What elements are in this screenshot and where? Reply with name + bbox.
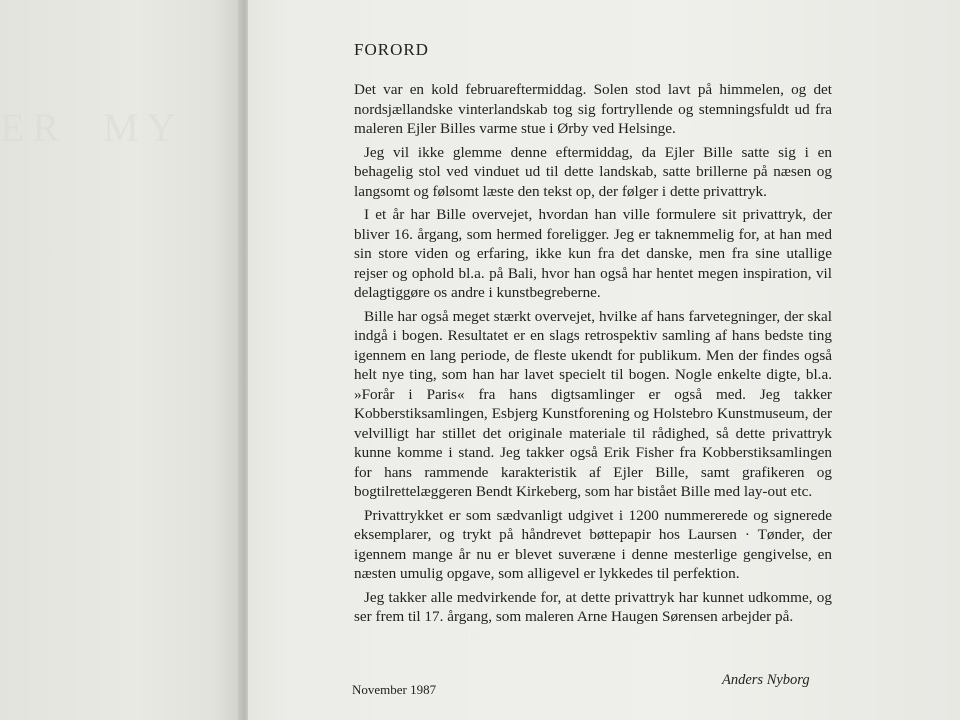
paragraph: Bille har også meget stærkt overvejet, hvilke af hans farvetegninger, der skal indgå i bogen. Resultatet er en slags retrospektiv samling af hans bedste ting igennem en lang periode, de fleste ukendt for publikum. Men der findes også helt nye ting, som han har lavet specielt til bogen. Nogle enkelte digte, bl.a. »Forår i Paris« fra hans digtsamlinger er også med. Jeg takker Kobberstiksamlingen, Esbjerg Kunstforening og Holstebro Kunstmuseum, der velvilligt har stillet det originale materiale til rådighed, så dette privattryk kunne komme i stand. Jeg takker også Erik Fisher fra Kobberstiksamlingen for hans rammende karakteristik af Ejler Bille, samt grafikeren og bogtilrettelæggeren Bendt Kirkeberg, som har bistået Bille med lay-out etc. (354, 307, 832, 500)
paragraph: Jeg takker alle medvirkende for, at dette privattryk har kunnet udkomme, og ser frem til 17. årgang, som maleren Arne Haugen Sørensen arbejder på. (354, 588, 832, 625)
page-title: FORORD (354, 40, 429, 59)
paragraph: I et år har Bille overvejet, hvordan han ville formulere sit privattryk, der bliver 16. årgang, som hermed foreligger. Jeg er taknemmelig for, at han med sin store viden og erfaring, ikke kun fra det danske, men fra sine utallige rejser og ophold bl.a. på Bali, hvor han også har hentet megen inspiration, vil delagtiggøre os andre i kunstbegreberne. (354, 206, 832, 301)
paragraph: Jeg vil ikke glemme denne eftermiddag, da Ejler Bille satte sig i en behagelig stol ved vinduet ud til dette landskab, satte brillerne på næsen og langsomt og følsomt læste den tekst op, der følger i dette privattryk. (354, 143, 832, 200)
left-page (0, 0, 244, 720)
date-line: November 1987 (352, 682, 437, 697)
foreword-body (354, 80, 832, 631)
bleed-through-text: ER MY (0, 105, 184, 150)
author-signature: Anders Nyborg (722, 672, 810, 688)
paragraph: Privattrykket er som sædvanligt udgivet i 1200 nummererede og signerede eksemplarer, og trykt på håndrevet bøttepapir hos Laursen · Tønder, der igennem mange år nu er blevet suveræne i denne mesterlige gengivelse, en næsten umulig opgave, som alligevel er lykkedes til perfektion. (354, 506, 832, 582)
paragraph: Det var en kold februareftermiddag. Solen stod lavt på himmelen, og det nordsjællandske vinterlandskab tog sig fortryllende og stemningsfuldt ud fra maleren Ejler Billes varme stue i Ørby ved Helsinge. (354, 81, 832, 137)
